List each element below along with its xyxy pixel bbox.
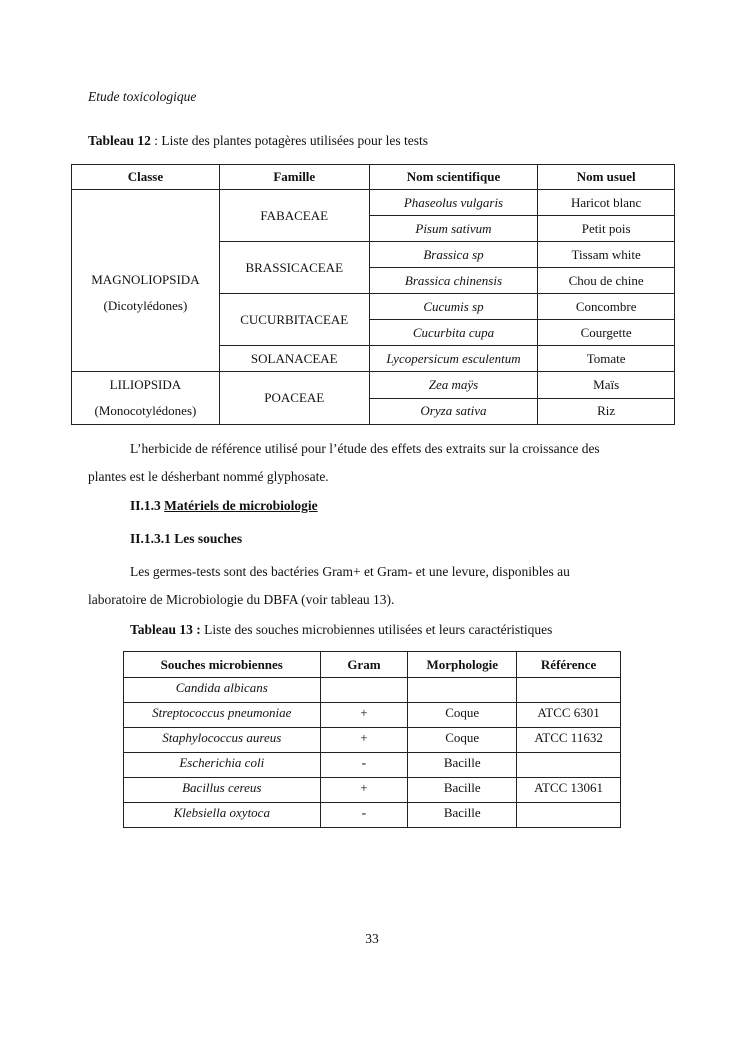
strain-name: Streptococcus pneumoniae [124, 703, 321, 728]
scientific-name: Brassica chinensis [369, 268, 538, 294]
class-cell [72, 372, 220, 425]
strain-name: Bacillus cereus [124, 778, 321, 803]
common-name: Tomate [538, 346, 675, 372]
paragraph-herbicide [88, 435, 657, 491]
class-name: MAGNOLIOPSIDA [91, 271, 200, 287]
table13-caption-label: Tableau 13 : [130, 622, 201, 637]
family-cell: FABACEAE [219, 190, 369, 242]
paragraph-strains [88, 558, 657, 614]
table12-caption [88, 133, 428, 149]
column-header: Nom scientifique [369, 165, 538, 190]
scientific-name: Cucumis sp [369, 294, 538, 320]
reference: ATCC 6301 [517, 703, 621, 728]
gram-value: + [320, 728, 408, 753]
running-title: Etude toxicologique [88, 89, 197, 104]
column-header: Morphologie [408, 652, 517, 678]
column-header: Gram [320, 652, 408, 678]
class-subname: (Dicotylédones) [103, 297, 188, 313]
common-name: Chou de chine [538, 268, 675, 294]
strain-name: Candida albicans [124, 678, 321, 703]
table-header-row [124, 652, 621, 678]
table12-caption-label: Tableau 12 [88, 133, 151, 148]
gram-value: + [320, 703, 408, 728]
morphology: Bacille [408, 803, 517, 828]
section-title: Matériels de microbiologie [164, 498, 318, 513]
scientific-name: Cucurbita cupa [369, 320, 538, 346]
table-row [124, 678, 621, 703]
table-row [72, 190, 675, 216]
strains-table [123, 651, 621, 828]
plants-table [71, 164, 675, 425]
family-cell: SOLANACEAE [219, 346, 369, 372]
page-number: 33 [365, 931, 379, 946]
reference [517, 678, 621, 703]
column-header: Classe [72, 165, 220, 190]
reference [517, 803, 621, 828]
section-number: II.1.3 [130, 498, 165, 513]
paragraph-line: laboratoire de Microbiologie du DBFA (voir tableau 13). [88, 592, 395, 607]
gram-value: - [320, 803, 408, 828]
common-name: Concombre [538, 294, 675, 320]
morphology: Bacille [408, 753, 517, 778]
table-row [124, 753, 621, 778]
scientific-name: Lycopersicum esculentum [369, 346, 538, 372]
common-name: Haricot blanc [538, 190, 675, 216]
morphology: Coque [408, 703, 517, 728]
class-cell [72, 190, 220, 372]
gram-value [320, 678, 408, 703]
strain-name: Staphylococcus aureus [124, 728, 321, 753]
column-header: Nom usuel [538, 165, 675, 190]
reference: ATCC 11632 [517, 728, 621, 753]
strain-name: Klebsiella oxytoca [124, 803, 321, 828]
paragraph-line: plantes est le désherbant nommé glyphosate. [88, 469, 329, 484]
table-row [72, 372, 675, 399]
family-cell: BRASSICACEAE [219, 242, 369, 294]
column-header: Souches microbiennes [124, 652, 321, 678]
reference: ATCC 13061 [517, 778, 621, 803]
scientific-name: Oryza sativa [369, 398, 538, 425]
table13-caption-text: Liste des souches microbiennes utilisées et leurs caractéristiques [200, 622, 553, 637]
morphology: Bacille [408, 778, 517, 803]
table-header-row [72, 165, 675, 190]
column-header: Famille [219, 165, 369, 190]
table-row [124, 703, 621, 728]
morphology: Coque [408, 728, 517, 753]
family-cell: CUCURBITACEAE [219, 294, 369, 346]
scientific-name: Phaseolus vulgaris [369, 190, 538, 216]
table-row [124, 803, 621, 828]
gram-value: - [320, 753, 408, 778]
table-row [124, 728, 621, 753]
class-subname: (Monocotylédones) [94, 403, 197, 418]
common-name: Riz [538, 398, 675, 425]
reference [517, 753, 621, 778]
common-name: Courgette [538, 320, 675, 346]
paragraph-line: Les germes-tests sont des bactéries Gram+ et Gram- et une levure, disponibles au [130, 564, 570, 579]
gram-value: + [320, 778, 408, 803]
scientific-name: Zea maÿs [369, 372, 538, 399]
morphology [408, 678, 517, 703]
strain-name: Escherichia coli [124, 753, 321, 778]
subsection-heading: II.1.3.1 Les souches [130, 531, 243, 546]
paragraph-line: L’herbicide de référence utilisé pour l’étude des effets des extraits sur la croissance des [130, 441, 600, 456]
table12-caption-text: : Liste des plantes potagères utilisées pour les tests [150, 133, 428, 148]
table-row [124, 778, 621, 803]
class-name: LILIOPSIDA [109, 377, 182, 392]
scientific-name: Pisum sativum [369, 216, 538, 242]
scientific-name: Brassica sp [369, 242, 538, 268]
table13-caption [130, 622, 552, 638]
common-name: Petit pois [538, 216, 675, 242]
family-cell: POACEAE [219, 372, 369, 425]
section-heading [130, 498, 318, 514]
column-header: Référence [517, 652, 621, 678]
common-name: Tissam white [538, 242, 675, 268]
common-name: Maïs [538, 372, 675, 399]
